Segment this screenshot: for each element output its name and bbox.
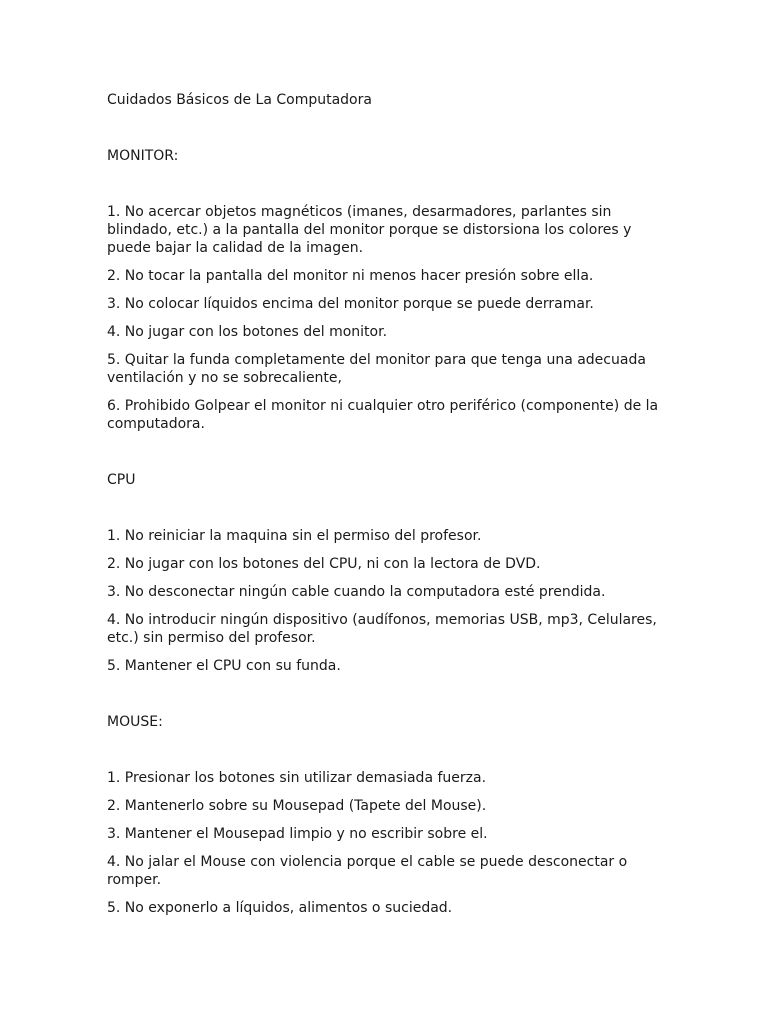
monitor-care-list: [107, 203, 667, 433]
document-body: [107, 90, 667, 917]
cpu-care-list: [107, 527, 667, 675]
list-item: 1. No acercar objetos magnéticos (imanes, desarmadores, parlantes sin blindado, etc.) a la pantalla del monitor porque se distorsiona los colores y puede bajar la calidad de la imagen.: [107, 204, 632, 256]
list-item: 4. No jugar con los botones del monitor.: [107, 324, 388, 340]
mouse-care-list: [107, 769, 667, 917]
list-item: 3. Mantener el Mousepad limpio y no escribir sobre el.: [107, 826, 488, 842]
section-heading-cpu: CPU: [107, 472, 136, 488]
list-item: 4. No jalar el Mouse con violencia porque el cable se puede desconectar o romper.: [107, 854, 628, 888]
list-item: 5. No exponerlo a líquidos, alimentos o suciedad.: [107, 900, 453, 916]
list-item: 2. No tocar la pantalla del monitor ni menos hacer presión sobre ella.: [107, 268, 594, 284]
list-item: 2. No jugar con los botones del CPU, ni con la lectora de DVD.: [107, 556, 541, 572]
list-item: 5. Quitar la funda completamente del monitor para que tenga una adecuada ventilación y no se sobrecaliente,: [107, 352, 646, 386]
list-item: 1. No reiniciar la maquina sin el permiso del profesor.: [107, 528, 482, 544]
list-item: 1. Presionar los botones sin utilizar demasiada fuerza.: [107, 770, 487, 786]
list-item: 4. No introducir ningún dispositivo (audífonos, memorias USB, mp3, Celulares, etc.) sin permiso del profesor.: [107, 612, 657, 646]
list-item: 3. No colocar líquidos encima del monitor porque se puede derramar.: [107, 296, 594, 312]
list-item: 6. Prohibido Golpear el monitor ni cualquier otro periférico (componente) de la computadora.: [107, 398, 659, 432]
list-item: 2. Mantenerlo sobre su Mousepad (Tapete del Mouse).: [107, 798, 487, 814]
list-item: 3. No desconectar ningún cable cuando la computadora esté prendida.: [107, 584, 606, 600]
list-item: 5. Mantener el CPU con su funda.: [107, 658, 341, 674]
section-heading-monitor: MONITOR:: [107, 148, 179, 164]
document-title: Cuidados Básicos de La Computadora: [107, 92, 372, 108]
section-heading-mouse: MOUSE:: [107, 714, 163, 730]
